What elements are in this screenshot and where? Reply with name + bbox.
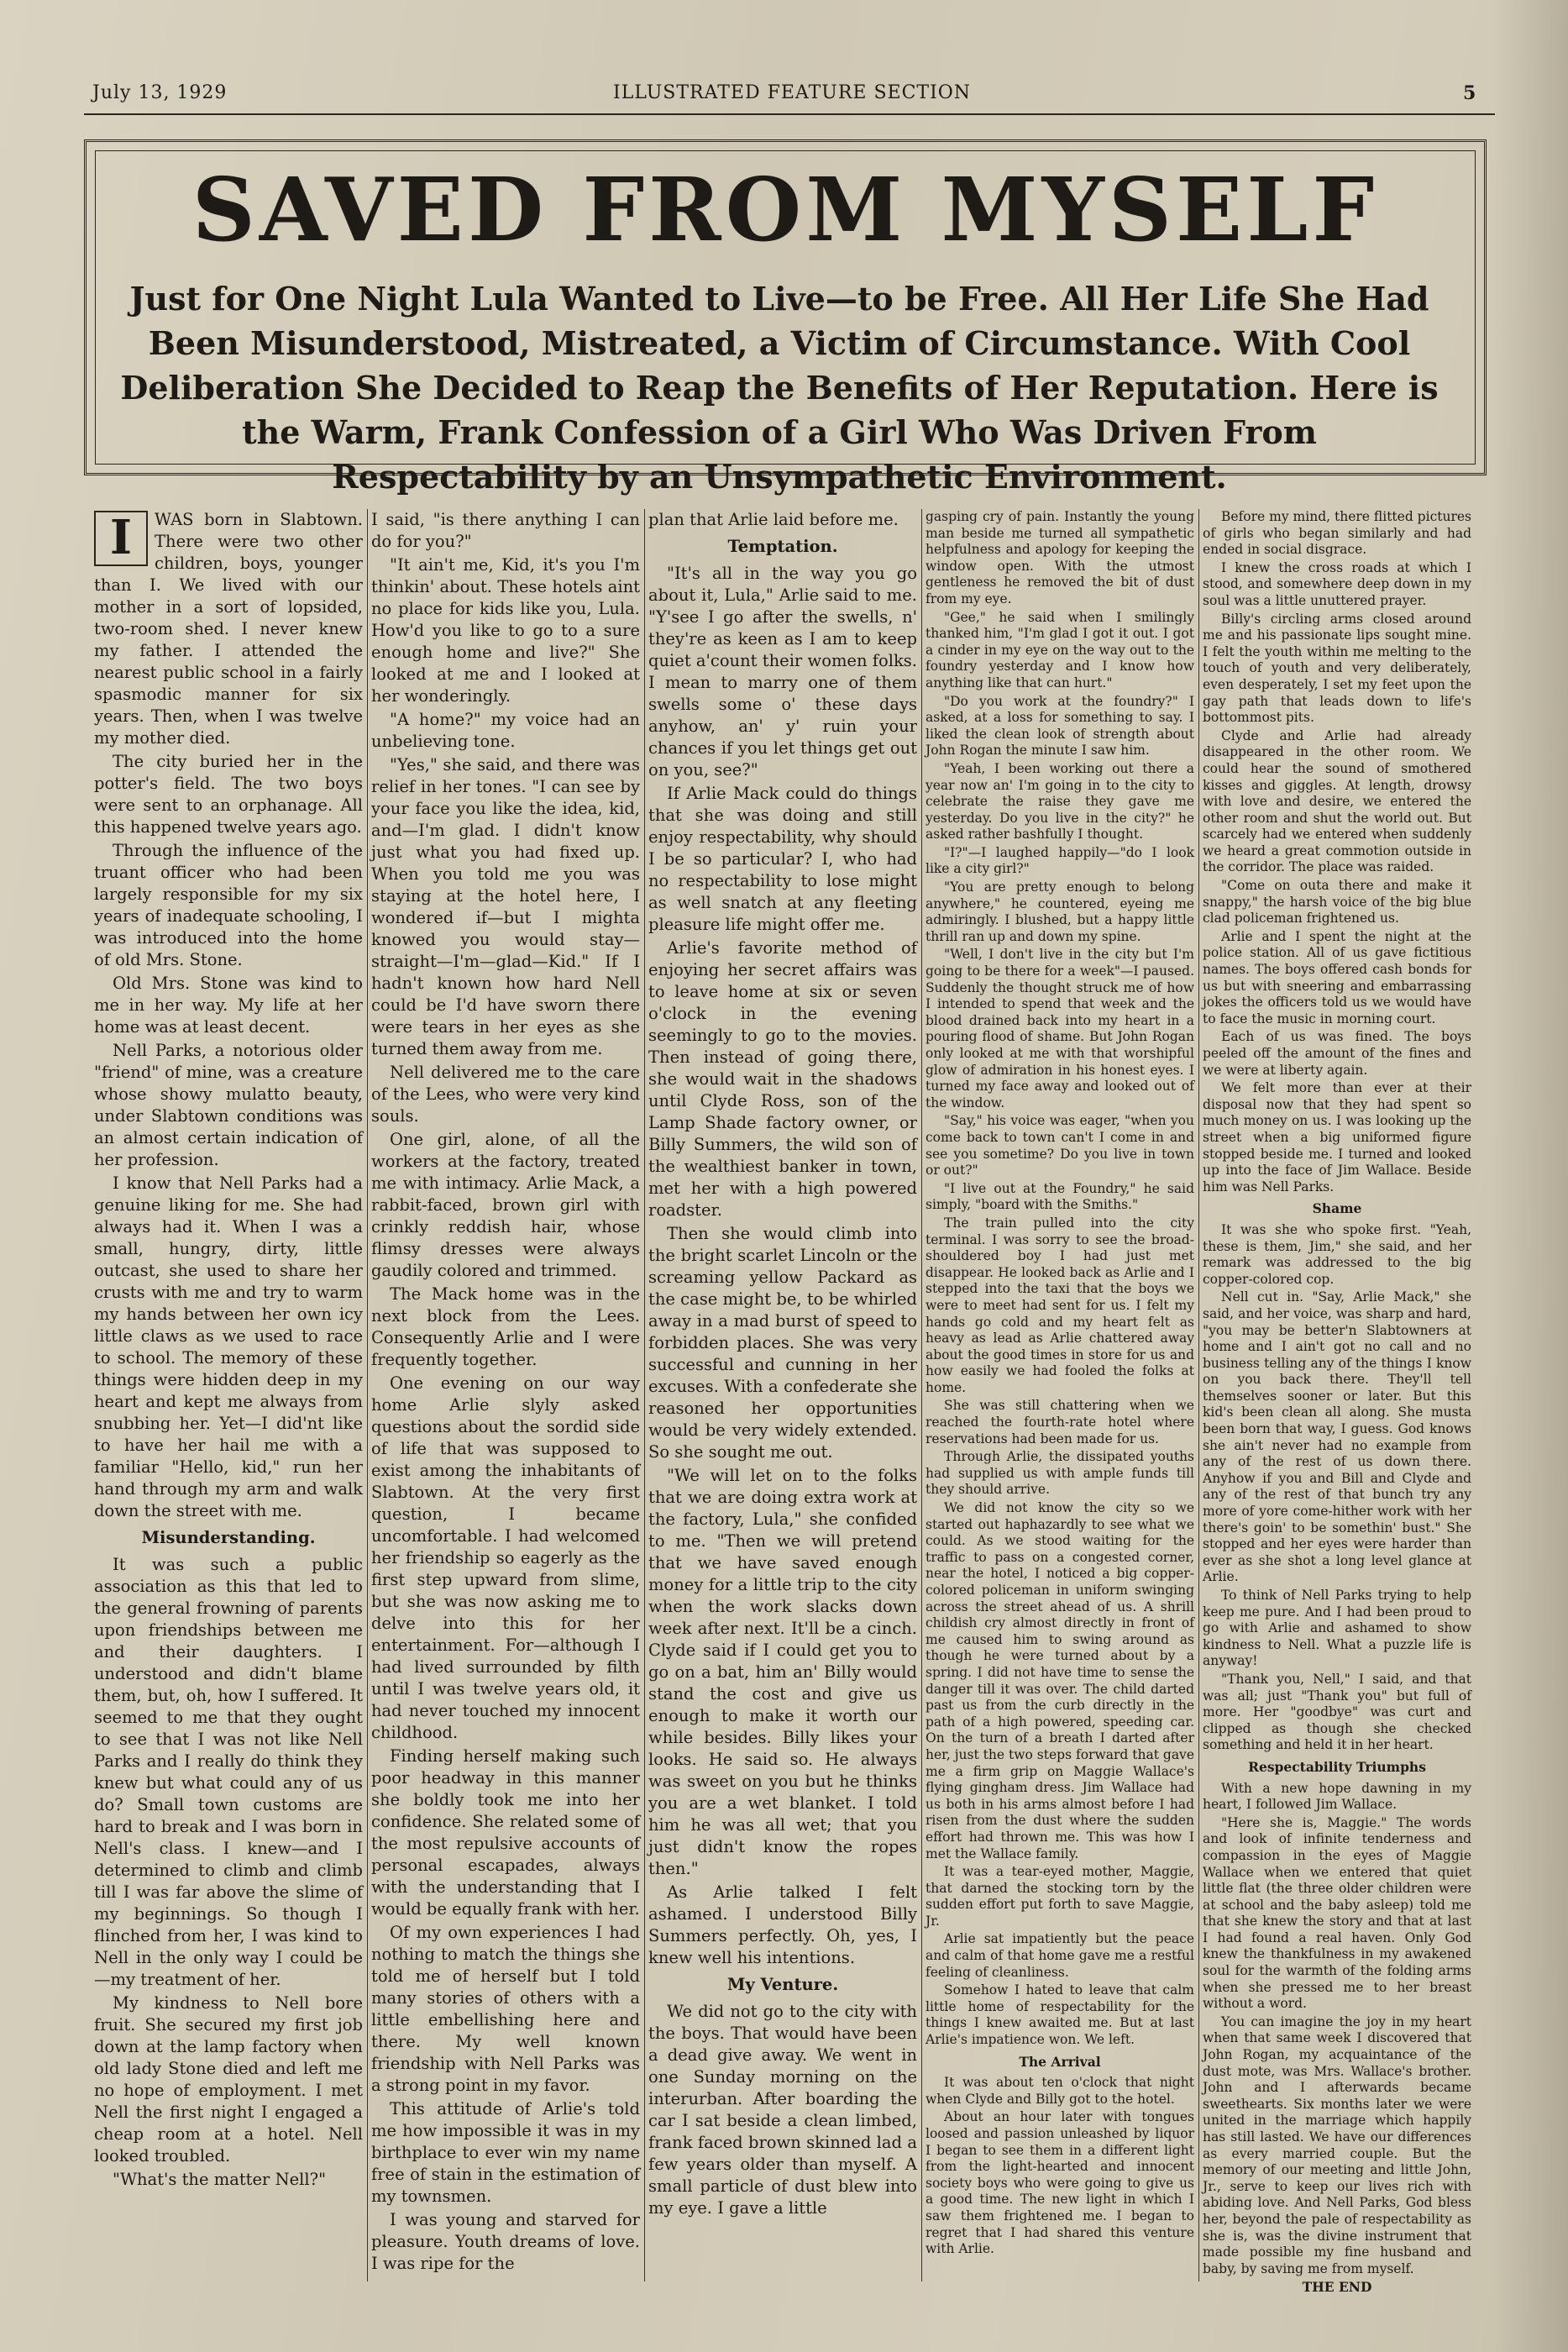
paragraph: "It ain't me, Kid, it's you I'm thinkin' about. These hotels aint no place for kids like you, Lula. How'd you like to go to a sure enough home and live?" She looked at me and I looked at her wonderingly.: [371, 555, 640, 706]
paragraph: Nell cut in. "Say, Arlie Mack," she said, and her voice, was sharp and hard, "you may be better'n Slabtowners at home and I ain't got no call and no business telling any of the things I know on you back there. They'll tell themselves sooner or later. But this kid's been clean all along. She musta been born that way, I guess. God knows she ain't never had no example from any of the rest of us down there. Anyhow if you and Bill and Clyde and any of the rest of that bunch try any more of yore come-hither work with her there's goin' to be somethin' bust." She stopped and her eyes were harder than ever as she shot a long level glance at Arlie.: [1203, 1289, 1471, 1585]
column-4-text: [926, 509, 1194, 2258]
paragraph: I said, "is there anything I can do for you?": [371, 510, 640, 551]
paragraph: "Well, I don't live in the city but I'm going to be there for a week"—I paused. Suddenly the thought struck me of how I intended to spend that week and the blood drained back into my heart in a pouring flood of shame. But John Rogan only looked at me with that worshipful glow of admiration in his honest eyes. I turned my face away and looked out of the window.: [926, 947, 1194, 1110]
header-rule: [84, 113, 1495, 115]
section-name: ILLUSTRATED FEATURE SECTION: [613, 82, 972, 103]
paragraph: Billy's circling arms closed around me and his passionate lips sought mine. I felt the youth within me melting to the touch of youth and very deliberately, even desperately, I set my feet upon the gay path that leads down to life's bottommost pits.: [1203, 611, 1471, 726]
page-edge-shadow: [1492, 0, 1568, 2352]
article-body: [94, 509, 1471, 2296]
paragraph: Clyde and Arlie had already disappeared in the other room. We could hear the sound of smothered kisses and giggles. At length, drowsy with love and desire, we entered the other room and shut the world out. But scarcely had we entered when suddenly we heard a great commotion outside in the corridor. The place was raided.: [1203, 727, 1471, 875]
paragraph: The city buried her in the potter's field. The two boys were sent to an orphanage. All this happened twelve years ago.: [94, 752, 363, 837]
paragraph: Each of us was fined. The boys peeled off the amount of the fines and we were at liberty again.: [1203, 1029, 1471, 1078]
paragraph: WAS born in Slabtown. There were two other children, boys, younger than I. We lived with our mother in a sort of lopsided, two-room shed. I never knew my father. I attended the nearest public school in a fairly spasmodic manner for six years. Then, when I was twelve my mother died.: [94, 510, 363, 748]
paragraph: One girl, alone, of all the workers at the factory, treated me with intimacy. Arlie Mack, a rabbit-faced, brown girl with crinkly reddish hair, whose flimsy dresses were always gaudily colored and trimmed.: [371, 1130, 640, 1280]
headline: SAVED FROM MYSELF: [191, 158, 1379, 261]
drop-cap: I: [94, 511, 148, 566]
paragraph: It was she who spoke first. "Yeah, these is them, Jim," she said, and her remark was addressed to the big copper-colored cop.: [1203, 1221, 1471, 1287]
paragraph: We felt more than ever at their disposal now that they had spent so much money on us. I was looking up the street when a big uniformed figure stopped beside me. I turned and looked up into the face of Jim Wallace. Beside him was Nell Parks.: [1203, 1080, 1471, 1194]
subheading: Shame: [1312, 1200, 1362, 1217]
paragraph: Through the influence of the truant officer who had been largely responsible for my six years of inadequate schooling, I was introduced into the home of old Mrs. Stone.: [94, 841, 363, 969]
paragraph: Nell delivered me to the care of the Lees, who were very kind souls.: [371, 1063, 640, 1126]
paragraph: With a new hope dawning in my heart, I followed Jim Wallace.: [1203, 1780, 1471, 1813]
subheading: My Venture.: [726, 1975, 839, 1994]
paragraph: If Arlie Mack could do things that she was doing and still enjoy respectability, why should I be so particular? I, who had no respectability to lose might as well snatch at any fleeting pleasure life might offer me.: [648, 784, 917, 934]
paragraph: "Gee," he said when I smilingly thanked him, "I'm glad I got it out. I got a cinder in my eye on the way out to the foundry yesterday and I know how anything like that can hurt.": [926, 609, 1194, 690]
paragraph: You can imagine the joy in my heart when that same week I discovered that John Rogan, my acquaintance of the dust mote, was Mrs. Wallace's brother. John and I afterwards became sweethearts. Six months later we were united in the marriage which happily has still lasted. We have our differences as every married couple. But the memory of our meeting and little John, Jr., serve to keep our lives rich with abiding love. And Nell Parks, God bless her, beyond the pale of respectability as she is, was the divine instrument that made possible my fine husband and baby, by saving me from myself.: [1203, 2013, 1471, 2276]
paragraph: Finding herself making such poor headway in this manner she boldly took me into her confidence. She related some of the most repulsive accounts of personal escapades, always with the understanding that I would be equally frank with her.: [371, 1746, 640, 1919]
paragraph: Before my mind, there flitted pictures of girls who began similarly and had ended in social disgrace.: [1203, 509, 1471, 558]
paragraph: We did not go to the city with the boys. That would have been a dead give away. We went in one Sunday morning on the interurban. After boarding the car I sat beside a clean limbed, frank faced brown skinned lad a few years older than myself. A small particle of dust blew into my eye. I gave a little: [648, 2002, 917, 2218]
subheading: Misunderstanding.: [141, 1528, 316, 1547]
headline-box: [84, 139, 1487, 496]
paragraph: She was still chattering when we reached the fourth-rate hotel where reservations had been made for us.: [926, 1398, 1194, 1446]
paragraph: I know that Nell Parks had a genuine liking for me. She had always had it. When I was a small, hungry, dirty, little outcast, she used to share her crusts with me and try to warm my hands between her own icy little claws as we used to race to school. The memory of these things were hidden deep in my heart and kept me always from snubbing her. Yet—I did'nt like to have her hail me with a familiar "Hello, kid," run her hand through my arm and walk down the street with me.: [94, 1173, 363, 1520]
column-divider: [1198, 509, 1199, 2281]
paragraph: It was a tear-eyed mother, Maggie, that darned the stocking torn by the sudden effort put forth to save Maggie, Jr.: [926, 1864, 1194, 1929]
paragraph: I was young and starved for pleasure. Youth dreams of love. I was ripe for the: [371, 2210, 640, 2273]
paragraph: One evening on our way home Arlie slyly asked questions about the sordid side of life that was supposed to exist among the inhabitants of Slabtown. At the very first question, I became uncomfortable. I had welcomed her friendship so eagerly as the first step upward from slime, but she was now asking me to delve into this for her entertainment. For—although I had lived surrounded by filth until I was twelve years old, it had never touched my innocent childhood.: [371, 1373, 640, 1742]
column-divider: [921, 509, 922, 2281]
column-2-text: [371, 509, 640, 2275]
paragraph: plan that Arlie laid before me.: [648, 510, 899, 529]
running-header: [92, 82, 1503, 116]
paragraph: As Arlie talked I felt ashamed. I understood Billy Summers perfectly. Oh, yes, I knew well his intentions.: [648, 1882, 917, 1967]
paragraph: Through Arlie, the dissipated youths had supplied us with ample funds till they should arrive.: [926, 1449, 1194, 1498]
paragraph: Of my own experiences I had nothing to match the things she told me of herself but I told many stories of others with a little embellishing here and there. My well known friendship with Nell Parks was a strong point in my favor.: [371, 1923, 640, 2095]
paragraph: It was such a public association as this that led to the general frowning of parents upon friendships between me and their daughters. I understood and didn't blame them, but, oh, how I suffered. It seemed to me that they ought to see that I was not like Nell Parks and I really do think they knew but what could any of us do? Small town customs are hard to break and I was born in Nell's class. I knew—and I determined to climb and climb till I was far above the slime of my beginnings. So though I flinched from her, I was kind to Nell in the only way I could be—my treatment of her.: [94, 1555, 363, 1989]
paragraph: This attitude of Arlie's told me how impossible it was in my birthplace to ever win my name free of stain in the estimation of my townsmen.: [371, 2099, 640, 2206]
paragraph: "Come on outa there and make it snappy," the harsh voice of the big blue clad policeman frightened us.: [1203, 878, 1471, 927]
subheading: Respectability Triumphs: [1248, 1758, 1426, 1775]
subheading: Temptation.: [727, 537, 838, 556]
paragraph: Nell Parks, a notorious older "friend" of mine, was a creature whose showy mulatto beauty, under Slabtown conditions was an almost certain indication of her profession.: [94, 1041, 363, 1169]
paragraph: Arlie's favorite method of enjoying her secret affairs was to leave home at six or seven o'clock in the evening seemingly to go to the movies. Then instead of going there, she would wait in the shadows until Clyde Ross, son of the Lamp Shade factory owner, or Billy Summers, the wild son of the wealthiest banker in town, met her with a high powered roadster.: [648, 938, 917, 1220]
paragraph: "Say," his voice was eager, "when you come back to town can't I come in and see you sometime? Do you live in town or out?": [926, 1113, 1194, 1179]
column-5-text: [1203, 509, 1471, 2277]
subheading: The Arrival: [1019, 2053, 1101, 2070]
column-3: [648, 509, 917, 2281]
subheadline: Just for One Night Lula Wanted to Live—to be Free. All Her Life She Had Been Misunderstood, Mistreated, a Victim of Circumstance. With Cool Deliberation She Decided to Reap the Benefits of Her Reputation. Here is the Warm, Frank Confession of a Girl Who Was Driven From Respectability by an Unsympathetic Environment.: [120, 280, 1439, 496]
column-1: [94, 509, 363, 2281]
column-1-text: [94, 509, 363, 2191]
column-divider: [644, 509, 645, 2281]
column-5: [1203, 509, 1471, 2296]
paragraph: "I live out at the Foundry," he said simply, "board with the Smiths.": [926, 1180, 1194, 1213]
paragraph: "Thank you, Nell," I said, and that was all; just "Thank you" but full of more. Her "goodbye" was curt and clipped as though she checked something and held it in her heart.: [1203, 1671, 1471, 1753]
column-4: [926, 509, 1194, 2281]
paragraph: "It's all in the way you go about it, Lula," Arlie said to me. "Y'see I go after the swells, n' they're as keen as I am to keep quiet a'count their women folks. I mean to marry one of them swells some o' these days anyhow, an' y' ruin your chances if you let things get out on you, see?": [648, 564, 917, 780]
the-end-label: THE END: [1302, 2279, 1372, 2296]
paragraph: I knew the cross roads at which I stood, and somewhere deep down in my soul was a little unuttered prayer.: [1203, 559, 1471, 608]
paragraph: About an hour later with tongues loosed and passion unleashed by liquor I began to see them in a different light from the light-hearted and innocent society boys who were going to give us a good time. The new light in which I saw them frightened me. I began to regret that I had shared this venture with Arlie.: [926, 2109, 1194, 2257]
paragraph: "Yeah, I been working out there a year now an' I'm going in to the city to celebrate the raise they gave me yesterday. Do you live in the city?" he asked rather bashfully I thought.: [926, 760, 1194, 843]
paragraph: "You are pretty enough to belong anywhere," he countered, eyeing me admiringly. I blushed, but a happy little thrill ran up and down my spine.: [926, 879, 1194, 944]
paragraph: We did not know the city so we started out haphazardly to see what we could. As we stood waiting for the traffic to pass on a congested corner, near the hotel, I noticed a big copper-colored policeman in uniform swinging across the street ahead of us. A shrill childish cry almost directly in front of me caused him to swing around as though he were turned about by a spring. I did not have time to sense the danger till it was over. The child darted past us from the curb directly in the path of a high powered, speeding car. On the turn of a breath I darted after her, just the two steps forward that gave me a firm grip on Maggie Wallace's flying gingham dress. Jim Wallace had us both in his arms almost before I had risen from the dust where the sudden effort had thrown me. This was how I met the Wallace family.: [926, 1500, 1194, 1861]
paragraph: Then she would climb into the bright scarlet Lincoln or the screaming yellow Packard as the case might be, to be whirled away in a mad burst of speed to forbidden places. She was very successful and cunning in her excuses. With a confederate she reasoned her opportunities would be very widely extended. So she sought me out.: [648, 1224, 917, 1462]
paragraph: To think of Nell Parks trying to help keep me pure. And I had been proud to go with Arlie and ashamed to show kindness to Nell. What a puzzle life is anyway!: [1203, 1588, 1471, 1669]
paragraph: The Mack home was in the next block from the Lees. Consequently Arlie and I were frequently together.: [371, 1284, 640, 1369]
column-3-text: [648, 509, 917, 2219]
paragraph: It was about ten o'clock that night when Clyde and Billy got to the hotel.: [926, 2075, 1194, 2107]
paragraph: "Here she is, Maggie." The words and look of infinite tenderness and compassion in the eyes of Maggie Wallace when we entered that quiet little flat (the three older children were at school and the baby asleep) told me that she knew the story and that at last I had found a real haven. Only God knew the thankfulness in my awakened soul for the warmth of the folding arms when she pressed me to her breast without a word.: [1203, 1814, 1471, 2012]
paragraph: Arlie and I spent the night at the police station. All of us gave fictitious names. The boys offered cash bonds for us but with sneering and embarrassing jokes the officers told us we would have to face the music in morning court.: [1203, 928, 1471, 1026]
paragraph: My kindness to Nell bore fruit. She secured my first job down at the lamp factory when old lady Stone died and left me no hope of employment. I met Nell the first night I engaged a cheap room at a hotel. Nell looked troubled.: [94, 1993, 363, 2166]
paragraph: gasping cry of pain. Instantly the young man beside me turned all sympathetic helpfulness and apology for keeping the window open. With the utmost gentleness he removed the bit of dust from my eye.: [926, 509, 1194, 606]
paragraph: Somehow I hated to leave that calm little home of respectability for the things I knew awaited me. But at last Arlie's impatience won. We left.: [926, 1982, 1194, 2048]
column-divider: [367, 509, 368, 2281]
issue-date: July 13, 1929: [92, 82, 228, 103]
paragraph: "Do you work at the foundry?" I asked, at a loss for something to say. I liked the clean look of strength about John Rogan the minute I saw him.: [926, 693, 1194, 759]
paragraph: "We will let on to the folks that we are doing extra work at the factory, Lula," she confided to me. "Then we will pretend that we have saved enough money for a little trip to the city when the work slacks down week after next. It'll be a cinch. Clyde said if I could get you to go on a bat, him an' Billy would stand the cost and give us enough to make it worth our while besides. Billy likes your looks. He said so. He always was sweet on you but he thinks you are a wet blanket. I told him he was all wet; that you just didn't know the ropes then.": [648, 1466, 917, 1878]
paragraph: Arlie sat impatiently but the peace and calm of that home gave me a restful feeling of cleanliness.: [926, 1931, 1194, 1980]
paragraph: "Yes," she said, and there was relief in her tones. "I can see by your face you like the idea, kid, and—I'm glad. I didn't know just what you had fixed up. When you told me you was staying at the hotel here, I wondered if—but I mighta knowed you would stay—straight—I'm—glad—Kid." If I hadn't known how hard Nell could be I'd have sworn there were tears in her eyes as she turned them away from me.: [371, 755, 640, 1058]
paragraph: "What's the matter Nell?": [113, 2170, 327, 2189]
paragraph: "I?"—I laughed happily—"do I look like a city girl?": [926, 844, 1194, 877]
column-2: [371, 509, 640, 2281]
paragraph: Old Mrs. Stone was kind to me in her way. My life at her home was at least decent.: [94, 974, 363, 1037]
paragraph: The train pulled into the city terminal. I was sorry to see the broad-shouldered boy I had just met disappear. He looked back as Arlie and I stepped into the taxi that the boys we were to meet had sent for us. I felt my hands go cold and my heart felt as heavy as lead as Arlie chattered away about the good times in store for us and how easily we had fooled the folks at home.: [926, 1215, 1194, 1395]
paragraph: "A home?" my voice had an unbelieving tone.: [371, 710, 640, 751]
page-number: 5: [1463, 82, 1476, 104]
